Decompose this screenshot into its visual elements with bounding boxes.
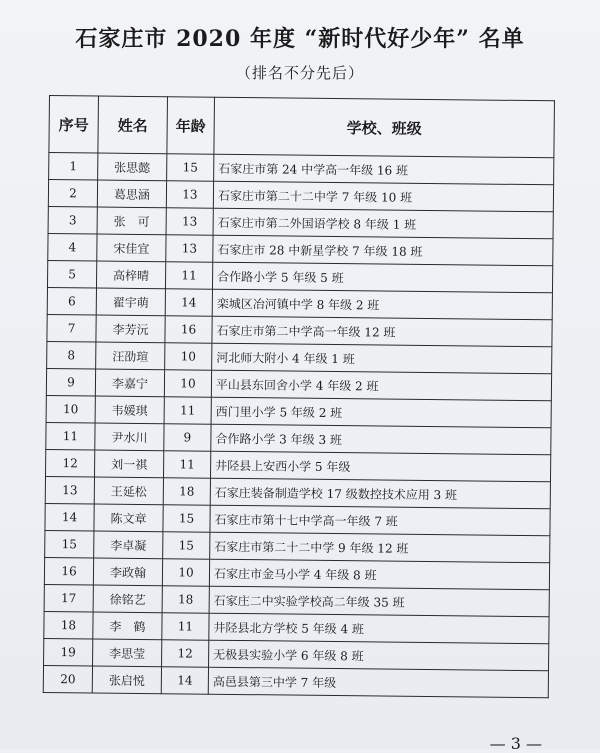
cell-school: 石家庄市第二外国语学校 8 年级 1 班: [213, 208, 553, 239]
cell-age: 14: [161, 667, 208, 694]
cell-name: 翟宇萌: [96, 288, 165, 316]
cell-age: 11: [163, 451, 210, 478]
page-title: 石家庄市 2020 年度 “新时代好少年” 名单: [75, 26, 525, 52]
cell-school: 石家庄市第二十二中学 7 年级 10 班: [213, 181, 553, 212]
cell-school: 石家庄市第二十二中学 9 年级 12 班: [210, 532, 550, 563]
table-body: [43, 153, 554, 698]
cell-name: 宋佳宜: [97, 234, 166, 262]
cell-age: 10: [165, 343, 212, 370]
cell-no: 11: [46, 422, 95, 450]
cell-age: 13: [166, 208, 213, 235]
cell-age: 15: [167, 154, 214, 181]
cell-name: 葛思涵: [97, 180, 166, 208]
cell-age: 9: [164, 424, 211, 451]
cell-school: 无极县实验小学 6 年级 8 班: [209, 640, 549, 671]
cell-no: 2: [48, 180, 97, 208]
cell-name: 汪劭瑄: [96, 342, 165, 370]
cell-no: 9: [46, 368, 95, 396]
cell-no: 19: [44, 638, 93, 666]
table-header-row: [49, 96, 555, 158]
cell-school: 石家庄市第二中学高一年级 12 班: [212, 316, 552, 347]
cell-no: 6: [47, 287, 96, 315]
cell-age: 13: [166, 181, 213, 208]
cell-school: 石家庄装备制造学校 17 级数控技术应用 3 班: [210, 478, 550, 509]
header-school: 学校、班级: [214, 97, 555, 158]
page-number-value: 3: [510, 734, 521, 753]
cell-age: 15: [163, 532, 210, 559]
cell-name: 李思莹: [93, 639, 162, 667]
cell-age: 15: [163, 505, 210, 532]
page-subtitle: （排名不分先后）: [235, 64, 364, 82]
cell-age: 13: [166, 235, 213, 262]
cell-name: 李 鹤: [93, 612, 162, 640]
cell-school: 井陉县上安西小学 5 年级: [210, 451, 550, 482]
cell-age: 10: [164, 370, 211, 397]
cell-name: 李卓凝: [94, 531, 163, 559]
cell-no: 10: [46, 395, 95, 423]
cell-name: 李芳沅: [96, 315, 165, 343]
cell-no: 13: [45, 476, 94, 504]
cell-school: 井陉县北方学校 5 年级 4 班: [209, 613, 549, 644]
cell-name: 陈文章: [94, 504, 163, 532]
cell-no: 12: [46, 449, 95, 477]
cell-name: 李嘉宁: [95, 369, 164, 397]
cell-name: 张 可: [97, 207, 166, 235]
cell-name: 尹水川: [95, 423, 164, 451]
cell-name: 徐铭艺: [93, 585, 162, 613]
cell-age: 11: [165, 262, 212, 289]
cell-no: 15: [45, 530, 94, 558]
cell-no: 20: [43, 665, 92, 693]
cell-school: 合作路小学 3 年级 3 班: [211, 424, 551, 455]
cell-no: 7: [47, 314, 96, 342]
cell-name: 高梓晴: [96, 261, 165, 289]
header-age: 年龄: [167, 97, 215, 154]
cell-name: 王延松: [94, 477, 163, 505]
cell-age: 18: [163, 478, 210, 505]
cell-name: 李政翰: [93, 558, 162, 586]
header-no: 序号: [49, 96, 99, 154]
cell-school: 石家庄二中实验学校高二年级 35 班: [209, 586, 549, 617]
cell-school: 石家庄市 28 中新星学校 7 年级 18 班: [213, 235, 553, 266]
cell-school: 高邑县第三中学 7 年级: [208, 667, 548, 698]
cell-no: 8: [47, 341, 96, 369]
cell-no: 1: [49, 153, 98, 181]
cell-name: 张启悦: [92, 666, 161, 694]
cell-name: 韦媛琪: [95, 396, 164, 424]
cell-no: 3: [48, 206, 97, 234]
roster-table: [43, 95, 555, 698]
cell-age: 14: [165, 289, 212, 316]
cell-age: 16: [165, 316, 212, 343]
cell-age: 11: [164, 397, 211, 424]
cell-school: 河北师大附小 4 年级 1 班: [212, 343, 552, 374]
cell-school: 石家庄市第 24 中学高一年级 16 班: [214, 154, 554, 185]
cell-age: 18: [162, 586, 209, 613]
cell-name: 刘一祺: [95, 450, 164, 478]
cell-no: 5: [47, 260, 96, 288]
cell-name: 张思懿: [98, 153, 167, 181]
cell-no: 14: [45, 503, 94, 531]
cell-school: 石家庄市第十七中学高一年级 7 班: [210, 505, 550, 536]
cell-school: 石家庄市金马小学 4 年级 8 班: [209, 559, 549, 590]
page-number: — 3 —: [489, 734, 542, 753]
cell-no: 18: [44, 611, 93, 639]
header-name: 姓名: [98, 96, 168, 154]
cell-no: 17: [44, 584, 93, 612]
cell-school: 西门里小学 5 年级 2 班: [211, 397, 551, 428]
cell-no: 16: [44, 557, 93, 585]
cell-no: 4: [48, 233, 97, 261]
cell-school: 平山县东回舍小学 4 年级 2 班: [211, 370, 551, 401]
cell-age: 11: [162, 613, 209, 640]
table-row: [43, 665, 548, 697]
cell-age: 10: [162, 559, 209, 586]
cell-school: 栾城区冶河镇中学 8 年级 2 班: [212, 289, 552, 320]
cell-age: 12: [162, 640, 209, 667]
cell-school: 合作路小学 5 年级 5 班: [212, 262, 552, 293]
